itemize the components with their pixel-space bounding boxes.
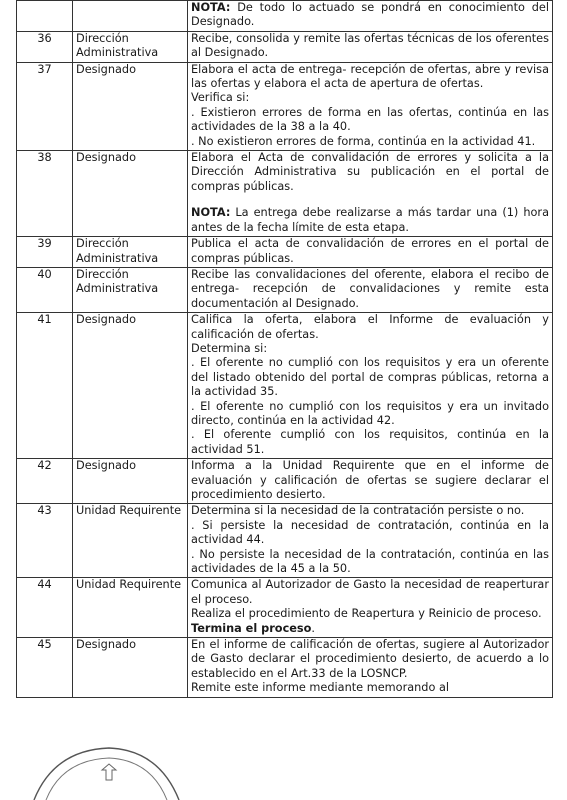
activity-paragraph <box>191 607 549 621</box>
activity-paragraph <box>191 63 549 92</box>
paragraph-text: . Existieron errores de forma en las ofertas, continúa en las actividades de la 38 a la 40. <box>191 105 549 134</box>
table-row <box>17 459 553 504</box>
bold-label: NOTA: <box>191 206 231 220</box>
activity-number: 37 <box>17 62 73 150</box>
paragraph-text: Verifica si: <box>191 91 250 105</box>
activity-paragraph <box>191 504 549 518</box>
activity-paragraph <box>191 206 549 235</box>
responsible-unit: Unidad Requirente <box>73 578 188 638</box>
activity-description <box>188 151 553 237</box>
activity-description <box>188 31 553 62</box>
activity-description <box>188 313 553 459</box>
paragraph-text: . No persiste la necesidad de la contratación, continúa en las actividades de la 45 a la 50. <box>191 547 549 576</box>
paragraph-text: Informa a la Unidad Requirente que en el informe de evaluación y calificación de ofertas se sugiere declarar el procedimiento desierto. <box>191 459 549 501</box>
activity-paragraph <box>191 622 549 636</box>
activity-description <box>188 62 553 150</box>
activity-paragraph <box>191 1 549 30</box>
activity-paragraph <box>191 106 549 135</box>
paragraph-text: Elabora el acta de entrega- recepción de ofertas, abre y revisa las ofertas y elabora el acta de apertura de ofertas. <box>191 62 549 91</box>
paragraph-text: . No existieron errores de forma, continúa en la actividad 41. <box>191 134 536 148</box>
paragraph-text: . <box>311 621 316 635</box>
activity-paragraph <box>191 135 549 149</box>
table-body <box>17 1 553 698</box>
table-row <box>17 31 553 62</box>
responsible-unit: Dirección Administrativa <box>73 237 188 268</box>
paragraph-text: Remite este informe mediante memorando al <box>191 681 450 695</box>
activity-number: 45 <box>17 638 73 698</box>
paragraph-text: De todo lo actuado se pondrá en conocimiento del Designado. <box>191 1 549 29</box>
activity-number: 38 <box>17 151 73 237</box>
activity-number: 43 <box>17 504 73 578</box>
paragraph-text: . Si persiste la necesidad de contratación, continúa en la actividad 44. <box>191 518 549 547</box>
paragraph-text: Elabora el Acta de convalidación de errores y solicita a la Dirección Administrativa su publicación en el portal de compras públicas. <box>191 151 549 193</box>
paragraph-text: . El oferente no cumplió con los requisitos y era un oferente del listado obtenido del portal de compras públicas, retorna a la actividad 35. <box>191 356 549 399</box>
table-row <box>17 151 553 237</box>
paragraph-text: . El oferente cumplió con los requisitos, continúa en la actividad 51. <box>191 428 549 456</box>
table-row <box>17 638 553 698</box>
institutional-seal <box>14 740 184 800</box>
paragraph-text: Determina si: <box>191 341 268 355</box>
activity-paragraph <box>191 268 549 311</box>
activity-paragraph <box>191 32 549 61</box>
paragraph-text: Recibe, consolida y remite las ofertas técnicas de los oferentes al Designado. <box>191 31 549 60</box>
activity-number <box>17 1 73 32</box>
paragraph-text: Publica el acta de convalidación de errores en el portal de compras públicas. <box>191 237 549 265</box>
activity-paragraph <box>191 313 549 342</box>
activity-number: 36 <box>17 31 73 62</box>
responsible-unit: Designado <box>73 459 188 504</box>
responsible-unit: Unidad Requirente <box>73 504 188 578</box>
activity-description <box>188 267 553 312</box>
paragraph-text: Determina si la necesidad de la contratación persiste o no. <box>191 504 525 518</box>
table-row <box>17 1 553 32</box>
paragraph-text: Realiza el procedimiento de Reapertura y Reinicio de proceso. <box>191 607 542 621</box>
activity-paragraph <box>191 459 549 502</box>
activity-description <box>188 459 553 504</box>
table-row <box>17 62 553 150</box>
paragraph-text: En el informe de calificación de ofertas, sugiere al Autorizador de Gasto declarar el procedimiento desierto, de acuerdo a lo establecido en el Art.33 de la LOSNCP. <box>191 638 549 680</box>
responsible-unit: Designado <box>73 638 188 698</box>
activity-number: 40 <box>17 267 73 312</box>
paragraph-text: Recibe las convalidaciones del oferente, elabora el recibo de entrega- recepción de convalidaciones y remite esta documentación al Designado. <box>191 267 549 310</box>
responsible-unit: Designado <box>73 62 188 150</box>
activity-paragraph <box>191 638 549 681</box>
bold-label: Termina el proceso <box>191 621 312 635</box>
paragraph-text: . El oferente no cumplió con los requisitos y era un invitado directo, continúa en la actividad 42. <box>191 399 549 427</box>
activity-paragraph <box>191 548 549 577</box>
bold-label: NOTA: <box>191 1 231 14</box>
activity-number: 42 <box>17 459 73 504</box>
activity-description <box>188 504 553 578</box>
activity-description <box>188 237 553 268</box>
table-row <box>17 504 553 578</box>
activity-number: 44 <box>17 578 73 638</box>
activity-paragraph <box>191 342 549 356</box>
table-row <box>17 237 553 268</box>
paragraph-gap <box>191 194 549 206</box>
responsible-unit: Designado <box>73 313 188 459</box>
activity-description <box>188 638 553 698</box>
activity-paragraph <box>191 428 549 457</box>
activity-paragraph <box>191 400 549 429</box>
activity-paragraph <box>191 151 549 194</box>
responsible-unit: Dirección Administrativa <box>73 31 188 62</box>
activity-description <box>188 578 553 638</box>
activity-paragraph <box>191 91 549 105</box>
table-row <box>17 313 553 459</box>
table-row <box>17 267 553 312</box>
activity-paragraph <box>191 356 549 399</box>
activity-number: 39 <box>17 237 73 268</box>
paragraph-text: Califica la oferta, elabora el Informe de evaluación y calificación de ofertas. <box>191 313 549 341</box>
responsible-unit: Designado <box>73 151 188 237</box>
paragraph-text: La entrega debe realizarse a más tardar una (1) hora antes de la fecha límite de esta etapa. <box>191 206 549 234</box>
process-activities-table <box>16 0 553 698</box>
activity-paragraph <box>191 578 549 607</box>
activity-number: 41 <box>17 313 73 459</box>
activity-description <box>188 1 553 32</box>
paragraph-text: Comunica al Autorizador de Gasto la necesidad de reaperturar el proceso. <box>191 578 549 606</box>
activity-paragraph <box>191 681 549 695</box>
activity-paragraph <box>191 237 549 266</box>
activity-paragraph <box>191 519 549 548</box>
responsible-unit: Dirección Administrativa <box>73 267 188 312</box>
responsible-unit <box>73 1 188 32</box>
table-row <box>17 578 553 638</box>
